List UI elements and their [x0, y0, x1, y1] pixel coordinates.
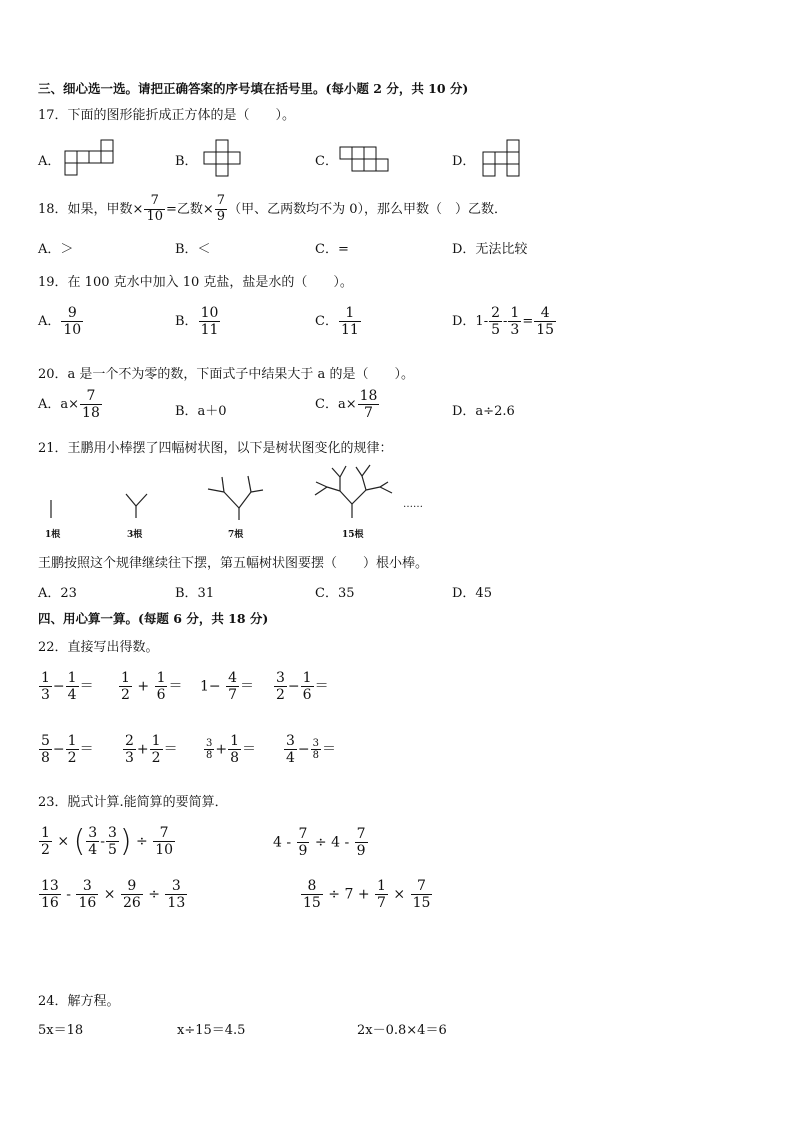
q17-net-a: [64, 139, 118, 177]
question-24: 24．解方程。: [38, 994, 120, 1009]
q23-expr-1: $\frac{1}{2}$ × ( $\frac{3}{4}$ - $\frac{3}{5}$ ) ÷ $\frac{7}{10}$: [41, 824, 174, 859]
q22-r1-e2: $\frac{1}{2}$ + $\frac{1}{6}$ ＝: [121, 670, 183, 704]
q17-net-d: [482, 139, 524, 179]
question-21: 21．王鹏用小棒摆了四幅树状图，以下是树状图变化的规律：: [38, 441, 393, 456]
q17-net-b: [203, 139, 243, 179]
q22-r1-e3: 1− $\frac{4}{7}$ ＝: [200, 670, 255, 704]
q18-option-c: C．=: [315, 242, 349, 257]
question-17: 17．下面的图形能折成正方体的是（ ）。: [38, 108, 296, 123]
q17-option-a: A．: [38, 154, 61, 169]
question-18: 18．如果，甲数× $\frac{7}{10}$ =乙数× $\frac{7}{9}$ （甲、乙两数均不为 0），那么甲数（ ）乙数．: [38, 193, 507, 224]
q22-r2-e2: $\frac{2}{3}$ + $\frac{1}{2}$ ＝: [125, 733, 178, 767]
q21-option-c: C．35: [315, 586, 355, 601]
section-3-title: 三、细心选一选。请把正确答案的序号填在括号里。(每小题 2 分，共 10 分): [38, 81, 469, 96]
question-22: 22．直接写出得数。: [38, 640, 159, 655]
tree-ellipsis: ……: [403, 499, 423, 510]
q23-expr-4: $\frac{8}{15}$ ÷ 7 + $\frac{1}{7}$ × $\frac{7}{15}$: [303, 878, 431, 912]
tree-label-1: 1根: [45, 530, 61, 540]
q24-equation-3: 2x－0.8×4＝6: [357, 1023, 447, 1038]
q22-r2-e3: $\frac{3}{8}$ + $\frac{1}{8}$ ＝: [206, 733, 257, 767]
q18-option-d: D．无法比较: [452, 242, 528, 257]
q20-option-c: C．a× $\frac{18}{7}$: [315, 388, 378, 422]
tree-label-4: 15根: [342, 530, 364, 540]
q17-option-d: D．: [452, 154, 476, 169]
q24-equation-1: 5x＝18: [38, 1023, 84, 1038]
q21-option-d: D．45: [452, 586, 492, 601]
q18-option-b: B．＜: [175, 242, 211, 257]
q17-option-b: B．: [175, 154, 198, 169]
q24-equation-2: x÷15＝4.5: [177, 1023, 246, 1038]
q19-option-b: B． $\frac{10}{11}$: [175, 305, 219, 339]
question-19: 19．在 100 克水中加入 10 克盐，盐是水的（ ）。: [38, 275, 353, 290]
q19-option-c: C． $\frac{1}{11}$: [315, 305, 359, 339]
question-23: 23．脱式计算.能简算的要简算．: [38, 795, 228, 810]
section-4-title: 四、用心算一算。(每题 6 分，共 18 分): [38, 611, 269, 626]
q20-option-b: B．a＋0: [175, 404, 227, 419]
q17-net-c: [339, 146, 391, 174]
q22-r1-e4: $\frac{3}{2}$ − $\frac{1}{6}$ ＝: [276, 670, 329, 704]
q17-option-c: C．: [315, 154, 338, 169]
q19-option-a: A． $\frac{9}{10}$: [38, 305, 82, 339]
q21-option-b: B．31: [175, 586, 215, 601]
q18-option-a: A．＞: [38, 242, 74, 257]
tree-label-2: 3根: [127, 530, 143, 540]
q22-r1-e1: $\frac{1}{3}$ − $\frac{1}{4}$ ＝: [41, 670, 94, 704]
q22-r2-e1: $\frac{5}{8}$ − $\frac{1}{2}$ ＝: [41, 733, 94, 767]
q23-expr-2: 4 - $\frac{7}{9}$ ÷ 4 - $\frac{7}{9}$: [273, 826, 366, 860]
q23-expr-3: $\frac{13}{16}$ - $\frac{3}{16}$ × $\frac{9}{26}$ ÷ $\frac{3}{13}$: [41, 878, 186, 912]
question-21-continued: 王鹏按照这个规律继续往下摆，第五幅树状图要摆（ ）根小棒。: [38, 556, 429, 571]
question-20: 20．a 是一个不为零的数，下面式子中结果大于 a 的是（ ）。: [38, 367, 414, 382]
q20-option-a: A．a× $\frac{7}{18}$: [38, 388, 100, 422]
q21-option-a: A．23: [38, 586, 77, 601]
q22-r2-e4: $\frac{3}{4}$ − $\frac{3}{8}$ ＝: [286, 733, 337, 767]
q20-option-d: D．a÷2.6: [452, 404, 515, 419]
q19-option-d: D．1- $\frac{2}{5}$ - $\frac{1}{3}$ = $\frac{4}{15}$: [452, 305, 555, 339]
tree-label-3: 7根: [228, 530, 244, 540]
